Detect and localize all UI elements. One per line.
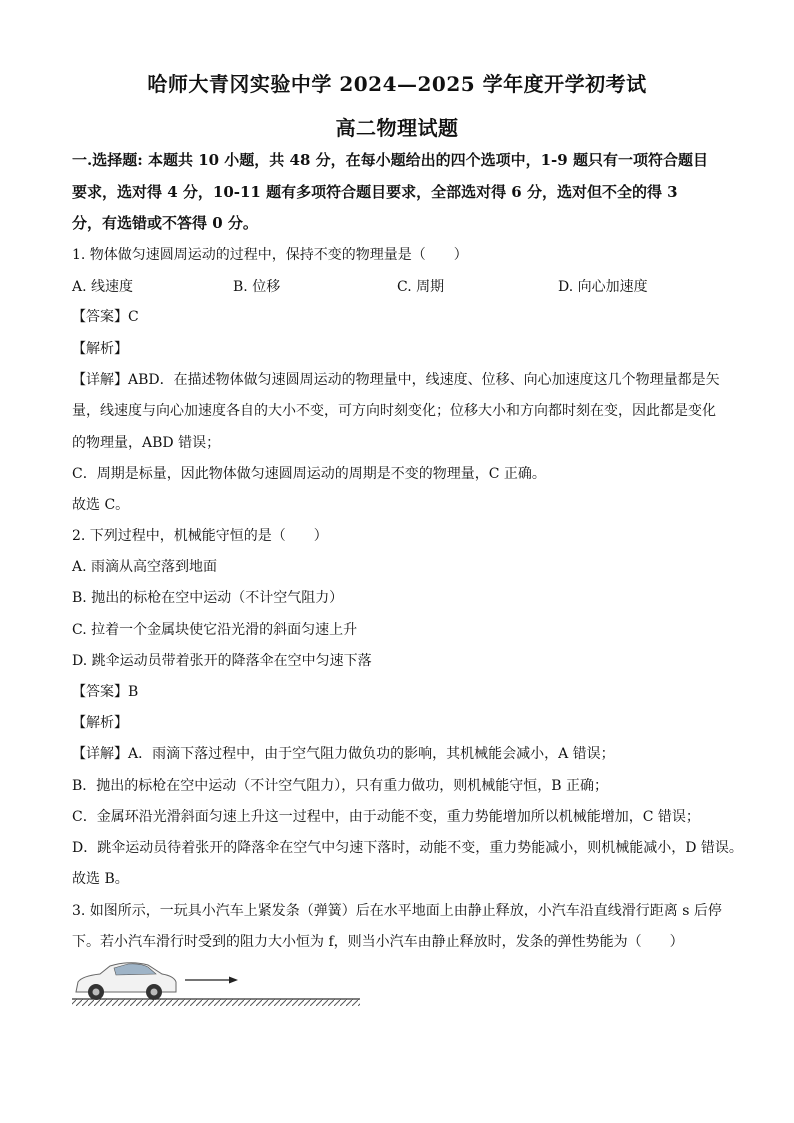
section-heading-line-1: 一.选择题: 本题共 10 小题，共 48 分，在每小题给出的四个选项中，1-9 题只有一项符合题目 bbox=[72, 151, 708, 169]
q1-answer: 【答案】C bbox=[72, 309, 139, 325]
q2-option-d: D. 跳伞运动员带着张开的降落伞在空中匀速下落 bbox=[72, 653, 372, 669]
q2-answer: 【答案】B bbox=[72, 684, 139, 700]
q1-analysis-label: 【解析】 bbox=[72, 341, 128, 357]
q1-option-b: B. 位移 bbox=[233, 279, 281, 295]
exam-subtitle: 高二物理试题 bbox=[335, 116, 459, 140]
q3-stem-line-2: 下。若小汽车滑行时受到的阻力大小恒为 f，则当小汽车由静止释放时，发条的弹性势能为（ ） bbox=[72, 934, 684, 950]
q2-stem: 2. 下列过程中，机械能守恒的是（ ） bbox=[72, 528, 328, 544]
q1-detail-line-1: 【详解】ABD．在描述物体做匀速圆周运动的物理量中，线速度、位移、向心加速度这几个物理量都是矢 bbox=[72, 372, 720, 388]
q2-detail-line-5: 故选 B。 bbox=[72, 871, 129, 887]
q1-option-d: D. 向心加速度 bbox=[558, 279, 648, 295]
q1-detail-line-5: 故选 C。 bbox=[72, 497, 130, 513]
q1-option-c: C. 周期 bbox=[397, 279, 445, 295]
q2-detail-line-4: D．跳伞运动员待着张开的降落伞在空气中匀速下落时，动能不变，重力势能减小，则机械能减小，D 错误。 bbox=[72, 840, 743, 856]
ground-hatching bbox=[72, 999, 360, 1006]
q2-detail-line-3: C．金属环沿光滑斜面匀速上升这一过程中，由于动能不变，重力势能增加所以机械能增加，C 错误； bbox=[72, 809, 700, 825]
exam-title: 哈师大青冈实验中学 2024—2025 学年度开学初考试 bbox=[147, 72, 647, 96]
section-heading-line-3: 分，有选错或不答得 0 分。 bbox=[72, 214, 258, 232]
q2-detail-line-1: 【详解】A．雨滴下落过程中，由于空气阻力做负功的影响，其机械能会减小，A 错误； bbox=[72, 746, 615, 762]
q1-detail-line-3: 的物理量，ABD 错误； bbox=[72, 435, 221, 451]
q2-detail-line-2: B．抛出的标枪在空中运动（不计空气阻力），只有重力做功，则机械能守恒，B 正确； bbox=[72, 778, 609, 794]
q2-option-a: A. 雨滴从高空落到地面 bbox=[72, 559, 218, 575]
q3-figure bbox=[70, 958, 370, 1008]
q3-stem-line-1: 3. 如图所示，一玩具小汽车上紧发条（弹簧）后在水平地面上由静止释放，小汽车沿直线滑行距离 s 后停 bbox=[72, 903, 722, 919]
q2-option-c: C. 拉着一个金属块使它沿光滑的斜面匀速上升 bbox=[72, 622, 358, 638]
q2-analysis-label: 【解析】 bbox=[72, 715, 128, 731]
toy-car-icon bbox=[76, 963, 176, 1000]
q1-option-a: A. 线速度 bbox=[72, 279, 134, 295]
section-heading-line-2: 要求，选对得 4 分，10-11 题有多项符合题目要求，全部选对得 6 分，选对但不全的得 3 bbox=[72, 183, 678, 201]
q1-stem: 1. 物体做匀速圆周运动的过程中，保持不变的物理量是（ ） bbox=[72, 247, 468, 263]
q2-option-b: B. 抛出的标枪在空中运动（不计空气阻力） bbox=[72, 590, 344, 606]
motion-arrow-icon bbox=[185, 977, 238, 984]
q1-detail-line-4: C．周期是标量，因此物体做匀速圆周运动的周期是不变的物理量，C 正确。 bbox=[72, 466, 546, 482]
q1-detail-line-2: 量，线速度与向心加速度各自的大小不变，可方向时刻变化；位移大小和方向都时刻在变，因此都是变化 bbox=[72, 403, 716, 419]
